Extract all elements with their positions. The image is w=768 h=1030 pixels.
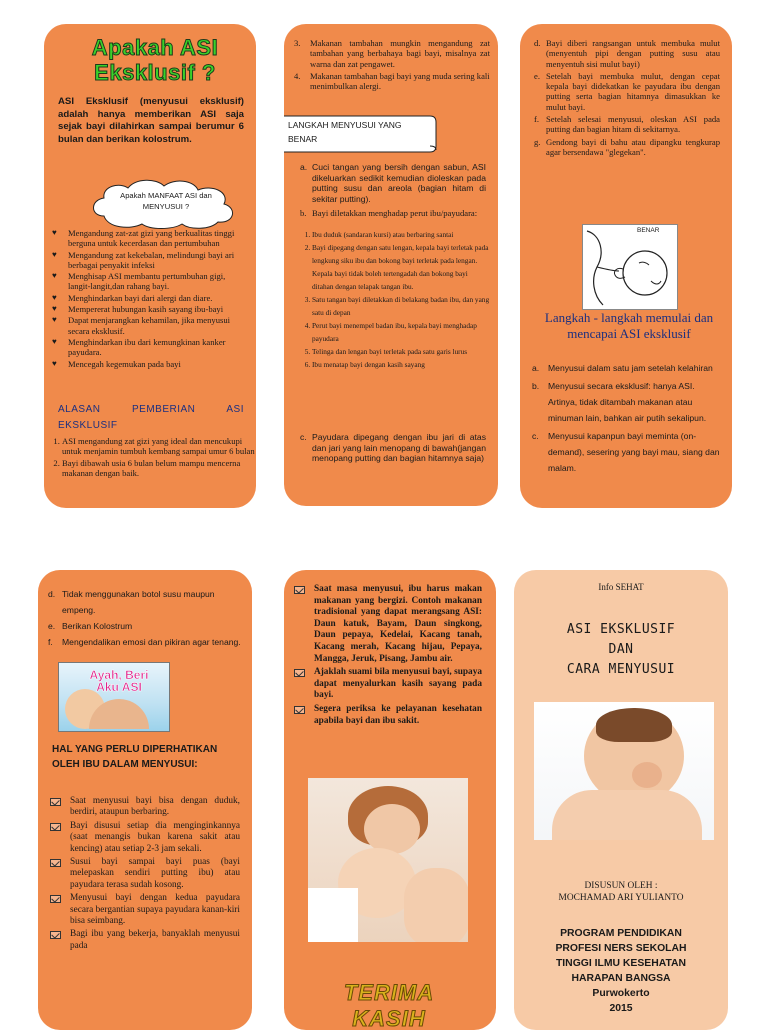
- tip-row: Saat masa menyusui, ibu harus makan makanan yang bergizi. Contoh makanan tradisional yang dapat merangsang ASI: Daun katuk, Bayam, Daun singkong, Daun pepaya, Kedelai, Kacang tanah, Kacang merah, Kacang hijau, Pepaya, Mangga, Jeruk, Pisang, Jambu air.: [292, 584, 482, 665]
- tip-row: Ajaklah suami bila menyusui bayi, supaya dapat menyalurkan kasih sayang pada bayi.: [292, 667, 482, 702]
- city: Purwokerto: [592, 988, 650, 999]
- panel1-title: [60, 36, 250, 86]
- mother-baby-photo: [308, 778, 468, 942]
- step-b-label: b.: [300, 208, 307, 218]
- note-row: Saat menyusui bayi bisa dengan duduk, berdiri, ataupun berbaring.: [48, 796, 240, 819]
- program-line-2: PROFESI NERS SEKOLAH: [555, 943, 687, 954]
- title-line-1: Apakah ASI: [91, 35, 219, 60]
- substep-item: 4. Perut bayi menempel badan ibu, kepala bayi menghadap payudara: [312, 319, 490, 345]
- envelope-icon: [50, 931, 61, 939]
- benefit-item: ♥ Mempererat hubungan kasih sayang ibu-bayi: [52, 304, 224, 315]
- panel-breastfeeding-steps: [284, 24, 498, 506]
- asi-step-item: a. Menyusui dalam satu jam setelah kelahiran: [532, 363, 713, 373]
- illustration-label: BENAR: [637, 227, 660, 234]
- step-item: g. Gendong bayi di bahu atau dipangku tengkurap agar bersendawa "glegekan".: [534, 136, 720, 157]
- book-cover-image: [58, 662, 170, 732]
- scroll-title: LANGKAH MENYUSUI YANG BENAR: [288, 120, 402, 144]
- cover-title-line-1: ASI EKSKLUSIF: [566, 622, 676, 637]
- benefit-item: ♥ Mengandung zat kekebalan, melindungi bayi ari berbagai penyakit infeksi: [52, 249, 235, 270]
- note-row: Menyusui bayi dengan kedua payudara secara bergantian supaya payudara kanan-kiri bisa seimbang.: [48, 893, 240, 927]
- items-d-f: [48, 586, 244, 650]
- baby-hand: [632, 762, 662, 788]
- envelope-icon: [50, 823, 61, 831]
- heart-icon: ♥: [52, 228, 57, 237]
- step-item: e. Setelah bayi membuka mulut, dengan cepat kepala bayi didekatkan ke payudara ibu dengan putting serta bagian hitamnya dimasukkan ke mulut bayi.: [534, 70, 720, 112]
- section-title: Langkah - langkah memulai dan mencapai ASI eksklusif: [544, 310, 714, 341]
- title-line-2: Eksklusif ?: [94, 60, 216, 85]
- step-c-label: c.: [300, 432, 307, 442]
- cloth: [308, 888, 358, 942]
- author-name: MOCHAMAD ARI YULIANTO: [558, 893, 684, 903]
- panel-things-to-note: [38, 570, 252, 1030]
- benefit-item: ♥ Mencegah kegemukan pada bayi: [52, 358, 181, 369]
- substep-item: 6. Ibu menatap bayi dengan kasih sayang: [312, 358, 490, 371]
- heart-icon: ♥: [52, 304, 57, 314]
- asi-step-item: c. Menyusui kapanpun bayi meminta (on-demand), sesering yang bayi mau, siang dan malam.: [532, 431, 720, 473]
- substep-item: 3. Satu tangan bayi diletakkan di belakang badan ibu, dan yang satu di depan: [312, 293, 490, 319]
- substeps-list: [294, 228, 490, 371]
- heart-icon: ♥: [52, 271, 57, 281]
- step-b: b. Bayi diletakkan menghadap perut ibu/payudara:: [300, 208, 478, 218]
- panel-continued-steps: [520, 24, 732, 508]
- step-a: a. Cuci tangan yang bersih dengan sabun, ASI dikeluarkan sedikit kemudian dioleskan pada putting susu dan areola (bagian hitam di sekitar putting).: [300, 162, 486, 204]
- program-line-4: HARAPAN BANGSA: [571, 973, 671, 984]
- panel-what-is-asi: [44, 24, 256, 508]
- envelope-icon: [294, 669, 305, 677]
- reasons-title: ALASAN PEMBERIAN ASI EKSKLUSIF: [58, 404, 244, 431]
- latch-illustration: [582, 224, 678, 310]
- substep-item: 5. Telinga dan lengan bayi terletak pada satu garis lurus: [312, 345, 490, 358]
- info-label: Info SEHAT: [598, 582, 644, 592]
- intro-paragraph: ASI Eksklusif (menyusui eksklusif) adalah hanya memberikan ASI saja sejak bayi dilahirkan sampai berumur 6 bulan dan berikan kolostrum.: [58, 96, 244, 145]
- program-line-1: PROGRAM PENDIDIKAN: [560, 928, 682, 939]
- steps-d-g: [534, 38, 720, 157]
- book-title: Ayah, Beri Aku ASI: [89, 668, 149, 694]
- note-row: Bayi disusui setiap dia menginginkannya (saat menangis bukan karena sakit atau kencing) atau setiap 2-3 jam sekali.: [48, 821, 240, 855]
- panel-nutrition-tips: [284, 570, 496, 1030]
- benefit-item: ♥ Menghisap ASI membantu pertumbuhan gigi, langit-langit,dan rahang bayi.: [52, 271, 226, 292]
- top-item: 3. Makanan tambahan mungkin mengandung zat tambahan yang berbahaya bagi bayi, misalnya zat warna dan zat pengawet.: [294, 38, 490, 69]
- cover-title: [514, 620, 728, 680]
- baby-photo: [534, 702, 714, 840]
- compiled-by: [514, 880, 728, 904]
- substep-item: 1. Ibu duduk (sandaran kursi) atau berbaring santai: [312, 228, 490, 241]
- envelope-icon: [294, 586, 305, 594]
- year: 2015: [609, 1003, 633, 1014]
- benefit-item: ♥ Menghindarkan ibu dari kemungkinan kanker payudara.: [52, 336, 226, 358]
- heart-icon: ♥: [52, 336, 57, 346]
- heart-icon: ♥: [52, 292, 57, 302]
- reasons-list: [44, 436, 256, 479]
- scroll-banner: [284, 112, 438, 154]
- question-cloud: [86, 176, 242, 230]
- baby-body: [404, 868, 468, 942]
- mother-face: [364, 804, 420, 854]
- step-c: c. Payudara dipegang dengan ibu jari di atas dan jari yang lain menopang di bawah(jangan menopang putting dan bagian hitamnya saja): [300, 432, 486, 464]
- reason-item: 2. Bayi dibawah usia 6 bulan belum mampu mencerna makanan dengan baik.: [62, 458, 256, 479]
- cover-title-line-3: CARA MENYUSUI: [566, 662, 676, 677]
- latch-drawing: [583, 225, 677, 309]
- step-item: f. Setelah selesai menyusui, oleskan ASI pada putting dan bagian hitam di sekitarnya.: [534, 114, 720, 135]
- envelope-icon: [50, 859, 61, 867]
- tip-row: Segera periksa ke pelayanan kesehatan apabila bayi dan ibu sakit.: [292, 704, 482, 727]
- benefit-item: ♥ Dapat menjarangkan kehamilan, jika menyusui secara eksklusif.: [52, 315, 231, 336]
- envelope-icon: [294, 706, 305, 714]
- note-item: d. Tidak menggunakan botol susu maupun empeng.: [48, 589, 215, 615]
- compiled-by-label: DISUSUN OLEH :: [584, 881, 658, 891]
- tips-list: [292, 584, 482, 729]
- heart-icon: ♥: [52, 358, 57, 368]
- note-row: Susui bayi sampai bayi puas (bayi melepaskan sendiri putting ibu) atau payudara terasa sudah kosong.: [48, 857, 240, 891]
- step-a-label: a.: [300, 162, 308, 172]
- cloud-text: Apakah MANFAAT ASI dan MENYUSUI ?: [120, 191, 212, 211]
- note-row: Bagi ibu yang bekerja, banyaklah menyusui pada: [48, 929, 240, 952]
- benefit-item: ♥ Mengandung zat-zat gizi yang berkualitas tinggi berguna untuk kecerdasan dan pertumbuhan: [52, 228, 235, 249]
- substep-item: 2. Bayi dipegang dengan satu lengan, kepala bayi terletak pada lengkung siku ibu dan bokong bayi terletak pada lengan. Kepala bayi tidak boleh tertengadah dan bokong bayi ditahan dengan telapak tangan ibu.: [312, 241, 490, 293]
- notes-list: [48, 796, 240, 954]
- reason-item: 1. ASI mengandung zat gizi yang ideal dan mencukupi untuk menjamin tumbuh kembang sampai umur 6 bulan: [62, 436, 256, 457]
- top-item: 4. Makanan tambahan bagi bayi yang muda sering kali menimbulkan alergi.: [294, 70, 490, 92]
- asi-step-item: b. Menyusui secara eksklusif: hanya ASI. Artinya, tidak ditambah makanan atau minuman lain, bahkan air putih sekalipun.: [532, 381, 707, 423]
- note-item: e. Berikan Kolostrum: [48, 621, 133, 631]
- step-item: d. Bayi diberi rangsangan untuk membuka mulut (menyentuh pipi dengan putting susu atau menyentuh sisi mulut bayi): [534, 38, 720, 69]
- heart-icon: ♥: [52, 315, 57, 325]
- asi-steps-list: [532, 360, 720, 476]
- top-items: [294, 38, 490, 91]
- baby-hair: [596, 708, 672, 742]
- baby-body: [552, 790, 702, 840]
- benefits-list: [48, 228, 248, 370]
- heart-icon: ♥: [52, 249, 57, 259]
- program-line-3: TINGGI ILMU KESEHATAN: [555, 958, 687, 969]
- envelope-icon: [50, 895, 61, 903]
- note-item: f. Mengendalikan emosi dan pikiran agar tenang.: [48, 637, 241, 647]
- institution: [514, 926, 728, 1016]
- thanks-text: TERIMA KASIH: [343, 980, 435, 1030]
- panel-cover: [514, 570, 728, 1030]
- notes-section-title: HAL YANG PERLU DIPERHATIKAN OLEH IBU DALAM MENYUSUI:: [52, 744, 218, 770]
- cover-title-line-2: DAN: [608, 642, 634, 657]
- benefit-item: ♥ Menghindarkan bayi dari alergi dan diare.: [52, 292, 213, 303]
- envelope-icon: [50, 798, 61, 806]
